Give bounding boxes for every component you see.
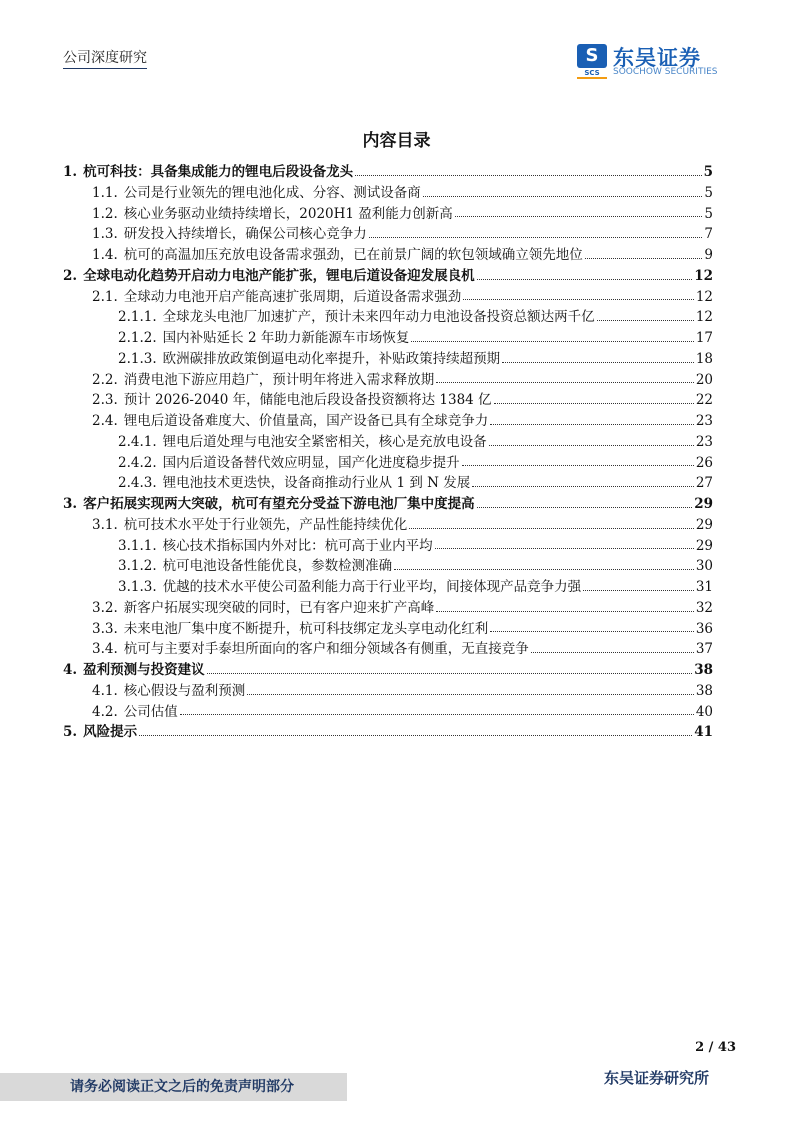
toc-entry-text: 公司是行业领先的锂电池化成、分容、测试设备商 [123, 184, 421, 201]
toc-entry-page: 18 [695, 350, 713, 367]
toc-entry-number: 2.1.2. [118, 330, 157, 346]
toc-entry-page: 23 [695, 433, 713, 450]
toc-entry-page: 41 [694, 724, 713, 741]
doc-type-label: 公司深度研究 [63, 47, 147, 69]
toc-entry-page: 5 [703, 164, 713, 180]
toc-entry-page: 12 [695, 288, 713, 305]
toc-entry[interactable] [63, 679, 713, 700]
toc-entry-page: 38 [694, 662, 713, 678]
toc-entry-page: 5 [704, 205, 713, 222]
toc-entry-number: 3.1. [92, 516, 118, 533]
toc-leader-dots [583, 590, 694, 591]
logo-abbr: SCS [577, 69, 607, 79]
toc-entry[interactable] [63, 492, 713, 513]
toc-leader-dots [139, 735, 692, 736]
toc-entry-text: 杭可技术水平处于行业领先，产品性能持续优化 [123, 516, 408, 533]
toc-entry[interactable] [63, 388, 713, 409]
toc-entry-text: 锂电后道设备难度大、价值量高，国产设备已具有全球竞争力 [123, 413, 489, 429]
toc-entry[interactable] [63, 554, 713, 575]
toc-leader-dots [531, 652, 694, 653]
toc-entry[interactable] [63, 471, 713, 492]
toc-leader-dots [247, 694, 694, 695]
toc-entry-text: 预计 2026-2040 年，储能电池后段设备投资额将达 1384 亿 [123, 392, 492, 409]
toc-entry-number: 1.2. [92, 205, 118, 222]
toc-leader-dots [489, 445, 694, 446]
toc-entry-text: 锂电后道处理与电池安全紧密相关，核心是充放电设备 [162, 433, 487, 450]
toc-entry-text: 盈利预测与投资建议 [83, 662, 205, 678]
toc-leader-dots [477, 279, 693, 280]
toc-entry-number: 4.1. [92, 682, 118, 699]
toc-entry[interactable] [63, 243, 713, 264]
toc-entry[interactable] [63, 430, 713, 451]
toc-leader-dots [435, 548, 694, 549]
toc-entry-page: 17 [695, 330, 713, 346]
toc-entry-page: 29 [695, 537, 713, 554]
toc-entry-number: 2.3. [92, 392, 118, 409]
toc-entry-number: 3.1.3. [118, 579, 157, 595]
toc-leader-dots [585, 258, 703, 259]
toc-entry[interactable] [63, 202, 713, 223]
toc-leader-dots [394, 569, 694, 570]
toc-leader-dots [494, 403, 694, 404]
toc-entry[interactable] [63, 409, 713, 430]
toc-entry-number: 1.1. [92, 184, 118, 201]
toc-leader-dots [411, 341, 693, 342]
toc-leader-dots [455, 216, 703, 217]
toc-entry-text: 核心技术指标国内外对比：杭可高于业内平均 [162, 537, 433, 554]
toc-entry-page: 27 [695, 475, 713, 492]
toc-entry-page: 9 [704, 247, 713, 263]
toc-entry-text: 公司估值 [123, 703, 178, 720]
toc-entry-text: 风险提示 [83, 724, 138, 741]
toc-entry-number: 3. [63, 496, 78, 512]
toc-title: 内容目录 [362, 131, 431, 151]
toc-leader-dots [490, 424, 694, 425]
toc-leader-dots [462, 465, 694, 466]
toc-entry[interactable] [63, 347, 713, 368]
disclaimer-banner: 请务必阅读正文之后的免责声明部分 [0, 1073, 347, 1101]
toc-leader-dots [423, 196, 703, 197]
toc-entry-page: 22 [695, 392, 713, 409]
toc-entry-page: 31 [695, 579, 713, 595]
toc-leader-dots [369, 237, 703, 238]
toc-entry-number: 2.1.1. [118, 309, 157, 326]
firm-name: 东吴证券研究所 [604, 1069, 710, 1087]
toc-entry[interactable] [63, 285, 713, 306]
toc-entry-text: 杭可电池设备性能优良，参数检测准确 [162, 558, 393, 575]
toc-entry-number: 3.4. [92, 641, 118, 658]
toc-entry-text: 未来电池厂集中度不断提升，杭可科技绑定龙头享电动化红利 [123, 620, 489, 637]
toc-entry-text: 优越的技术水平使公司盈利能力高于行业平均，间接体现产品竞争力强 [162, 579, 582, 595]
toc-leader-dots [597, 320, 694, 321]
toc-leader-dots [207, 673, 693, 674]
toc-leader-dots [477, 507, 693, 508]
toc-entry-page: 12 [694, 267, 713, 284]
toc-entry-text: 核心假设与盈利预测 [123, 682, 246, 699]
toc-entry-text: 研发投入持续增长，确保公司核心竞争力 [123, 226, 367, 243]
toc-entry[interactable] [63, 368, 713, 389]
toc-entry-number: 3.1.2. [118, 558, 157, 575]
toc-entry[interactable] [63, 658, 713, 679]
logo-en: SOOCHOW SECURITIES [613, 67, 718, 77]
toc-entry[interactable] [63, 326, 713, 347]
toc-entry-number: 3.1.1. [118, 537, 157, 554]
toc-entry[interactable] [63, 264, 713, 285]
toc-entry[interactable] [63, 700, 713, 721]
toc-entry-text: 国内补贴延长 2 年助力新能源车市场恢复 [162, 330, 410, 346]
toc-entry-text: 杭可与主要对手泰坦所面向的客户和细分领域各有侧重，无直接竞争 [123, 641, 529, 658]
toc-entry-number: 2.2. [92, 371, 118, 388]
toc-entry[interactable] [63, 720, 713, 741]
toc-entry-text: 国内后道设备替代效应明显，国产化进度稳步提升 [162, 454, 460, 471]
toc-entry-number: 2.4.1. [118, 433, 157, 450]
toc-entry-page: 23 [695, 413, 713, 429]
logo-mark-icon: S [577, 44, 607, 68]
toc-entry-page: 5 [704, 184, 713, 201]
page-number: 2 / 43 [695, 1040, 736, 1055]
toc-entry[interactable] [63, 534, 713, 555]
toc-leader-dots [472, 486, 694, 487]
toc-entry-number: 2. [63, 267, 78, 284]
toc-entry[interactable] [63, 596, 713, 617]
toc-entry[interactable] [63, 305, 713, 326]
toc-leader-dots [463, 299, 694, 300]
toc-entry[interactable] [63, 617, 713, 638]
table-of-contents [63, 160, 713, 741]
toc-entry-page: 7 [704, 226, 713, 243]
toc-entry-number: 3.2. [92, 599, 118, 616]
toc-entry-number: 3.3. [92, 620, 118, 637]
toc-entry-text: 欧洲碳排放政策倒逼电动化率提升，补贴政策持续超预期 [162, 350, 501, 367]
toc-entry-page: 38 [695, 682, 713, 699]
toc-entry-page: 30 [695, 558, 713, 575]
toc-entry-text: 全球动力电池开启产能高速扩张周期，后道设备需求强劲 [123, 288, 462, 305]
toc-entry-number: 1. [63, 164, 78, 180]
toc-entry-number: 1.4. [92, 247, 118, 263]
toc-entry-number: 4. [63, 662, 78, 678]
toc-entry-page: 20 [695, 371, 713, 388]
toc-entry-number: 2.4.3. [118, 475, 157, 492]
toc-entry-text: 全球电动化趋势开启动力电池产能扩张，锂电后道设备迎发展良机 [83, 267, 475, 284]
toc-entry-page: 37 [695, 641, 713, 658]
toc-entry-text: 杭可科技：具备集成能力的锂电后段设备龙头 [83, 164, 354, 180]
toc-entry-number: 4.2. [92, 703, 118, 720]
toc-leader-dots [436, 382, 694, 383]
toc-leader-dots [355, 175, 702, 176]
logo-cn: 东吴证券 [613, 46, 701, 70]
toc-entry-page: 29 [695, 516, 713, 533]
toc-leader-dots [490, 631, 694, 632]
toc-entry-page: 36 [695, 620, 713, 637]
toc-leader-dots [436, 611, 694, 612]
toc-leader-dots [180, 714, 694, 715]
soochow-logo [577, 44, 737, 78]
toc-entry[interactable] [63, 637, 713, 658]
toc-entry-number: 2.4. [92, 413, 118, 429]
toc-entry-number: 5. [63, 724, 78, 741]
toc-entry-number: 1.3. [92, 226, 118, 243]
toc-entry[interactable] [63, 181, 713, 202]
toc-entry-text: 锂电池技术更迭快，设备商推动行业从 1 到 N 发展 [162, 475, 471, 492]
toc-entry-text: 新客户拓展实现突破的同时，已有客户迎来扩产高峰 [123, 599, 435, 616]
toc-entry[interactable] [63, 160, 713, 181]
toc-entry-number: 2.4.2. [118, 454, 157, 471]
toc-entry[interactable] [63, 451, 713, 472]
toc-entry-page: 12 [695, 309, 713, 326]
toc-entry-number: 2.1.3. [118, 350, 157, 367]
toc-entry-text: 全球龙头电池厂加速扩产，预计未来四年动力电池设备投资总额达两千亿 [162, 309, 595, 326]
toc-leader-dots [502, 362, 694, 363]
toc-entry-page: 40 [695, 703, 713, 720]
toc-entry-page: 32 [695, 599, 713, 616]
toc-entry[interactable] [63, 513, 713, 534]
toc-leader-dots [409, 528, 694, 529]
toc-entry-text: 客户拓展实现两大突破，杭可有望充分受益下游电池厂集中度提高 [83, 496, 475, 512]
toc-entry-text: 杭可的高温加压充放电设备需求强劲，已在前景广阔的软包领域确立领先地位 [123, 247, 583, 263]
toc-entry[interactable] [63, 575, 713, 596]
toc-entry-page: 26 [695, 454, 713, 471]
toc-entry-number: 2.1. [92, 288, 118, 305]
toc-entry[interactable] [63, 222, 713, 243]
toc-entry-text: 核心业务驱动业绩持续增长，2020H1 盈利能力创新高 [123, 205, 453, 222]
toc-entry-text: 消费电池下游应用趋广，预计明年将进入需求释放期 [123, 371, 435, 388]
toc-entry-page: 29 [694, 496, 713, 512]
